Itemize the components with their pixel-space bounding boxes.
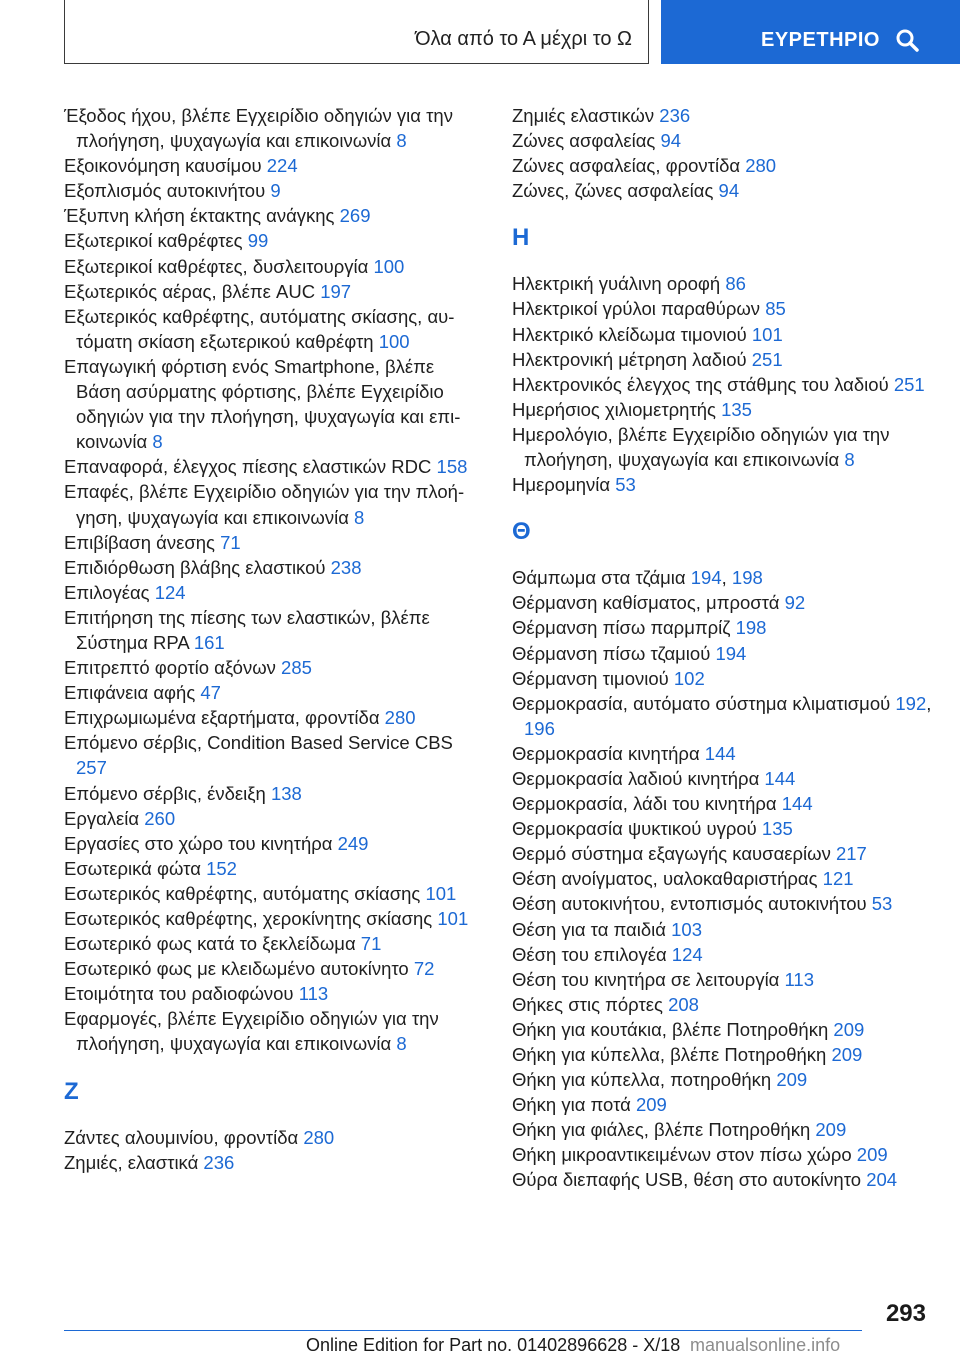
- index-entry: [512, 1042, 932, 1067]
- index-entry-text: Εξοικονόμηση καυσίμου: [64, 155, 267, 177]
- page-link[interactable]: 144: [704, 742, 736, 764]
- page-link[interactable]: 194: [715, 642, 747, 664]
- index-entry-text: Επιχρωμιωμένα εξαρτήματα, φροντίδα: [64, 707, 385, 729]
- index-entry-text: Θήκη για κουτάκια, βλέπε Ποτηροθήκη: [512, 1018, 834, 1040]
- index-entry: [512, 128, 932, 153]
- page-link[interactable]: 161: [193, 631, 225, 653]
- index-entry: [64, 705, 484, 730]
- page-link[interactable]: 100: [373, 255, 405, 277]
- index-entry-text: Θήκη για φιάλες, βλέπε Ποτηροθήκη: [512, 1119, 816, 1141]
- index-entry-text: Ηλεκτρονικός έλεγχος της στάθμης του λαδιού: [512, 373, 894, 395]
- page-link[interactable]: 198: [731, 567, 763, 589]
- index-entry-text: Εσωτερικό φως κατά το ξεκλείδωμα: [64, 933, 361, 955]
- index-entry: [64, 254, 484, 279]
- index-entry: [64, 806, 484, 831]
- page-link[interactable]: 53: [871, 893, 893, 915]
- index-entry-text: Θερμοκρασία κινητήρα: [512, 742, 705, 764]
- index-entry: [64, 1006, 484, 1056]
- page-link[interactable]: 99: [247, 230, 269, 252]
- index-entry: [64, 1150, 484, 1175]
- index-entry-text: Ζώνες ασφαλείας: [512, 130, 661, 152]
- index-entry-text: Ζημιές, ελαστικά: [64, 1151, 204, 1173]
- index-entry: [64, 981, 484, 1006]
- index-entry: [64, 454, 484, 479]
- page-link[interactable]: 224: [266, 155, 298, 177]
- page-link[interactable]: 285: [281, 657, 312, 679]
- index-entry-text: Εξοπλισμός αυτοκινήτου: [64, 180, 271, 202]
- index-entry: [512, 347, 932, 372]
- index-entry: [512, 590, 932, 615]
- page-link[interactable]: 124: [154, 581, 186, 603]
- index-entry: [64, 881, 484, 906]
- page-link[interactable]: 101: [425, 882, 457, 904]
- index-entry: [512, 841, 932, 866]
- index-entry-text: Εξωτερικοί καθρέφτες: [64, 230, 248, 252]
- index-entry-text: Θερμοκρασία, λάδι του κινητήρα: [512, 793, 782, 815]
- index-entry-text: Θερμοκρασία λαδιού κινητήρα: [512, 767, 765, 789]
- index-entry-text: Εφαρμογές, βλέπε Εγχειρίδιο οδηγιών για την πλοήγηση, ψυχαγωγία και επικοινωνία: [64, 1008, 439, 1055]
- index-entry-text: Ημερολόγιο, βλέπε Εγχειρίδιο οδηγιών για την πλοήγηση, ψυχαγωγία και επικοινωνία: [512, 423, 890, 471]
- index-entry-text: Ηλεκτρικοί γρύλοι παραθύρων: [512, 298, 766, 320]
- index-entry: [512, 372, 932, 397]
- index-entry-text: Θήκη για ποτά: [512, 1094, 636, 1116]
- page-link[interactable]: 101: [751, 323, 783, 345]
- page-link[interactable]: 144: [781, 793, 813, 815]
- index-entry: [512, 666, 932, 691]
- page-link[interactable]: 103: [671, 918, 702, 940]
- watermark: manualsonline.info: [690, 1335, 841, 1355]
- tab-a-to-z[interactable]: [64, 0, 649, 64]
- page-link[interactable]: 194: [690, 567, 722, 589]
- tab-a-to-z-label: Όλα από το Α μέχρι το Ω: [415, 28, 632, 50]
- index-entry-text: Θερμοκρασία, αυτόματο σύστημα κλιματισμού: [512, 692, 896, 714]
- index-entry-text: Επιδιόρθωση βλάβης ελαστικού: [64, 556, 331, 578]
- index-entry-text: Θήκη μικροαντικειμένων στον πίσω χώρο: [512, 1144, 857, 1166]
- index-entry-text: Επαγωγική φόρτιση ενός Smartphone, βλέπε Βάση ασύρματης φόρτισης, βλέπε Εγχειρίδιο οδηγιών για την πλοήγηση, ψυχαγωγία και επικοινωνία: [64, 355, 461, 453]
- index-entry-text: Ζάντες αλουμινίου, φροντίδα: [64, 1126, 304, 1148]
- page-link[interactable]: 209: [776, 1069, 808, 1091]
- index-entry-text: Επιβίβαση άνεσης: [64, 531, 221, 553]
- index-entry: [512, 322, 932, 347]
- index-entry-text: Εξωτερικοί καθρέφτες, δυσλειτουργία: [64, 255, 374, 277]
- search-icon[interactable]: [895, 28, 919, 52]
- index-entry-text: Ημερήσιος χιλιομετρητής: [512, 398, 722, 420]
- index-entry: Θερμοκρασία, αυτόματο σύστημα κλιματισμού 192, 196: [512, 692, 932, 739]
- page-link[interactable]: 72: [413, 958, 435, 980]
- index-entry-text: Ζώνες, ζώνες ασφαλείας: [512, 180, 719, 202]
- index-entry-text: Επιλογέας: [64, 581, 155, 603]
- index-entry: [64, 479, 484, 529]
- index-entry-text: Επιτήρηση της πίεσης των ελαστικών, βλέπε Σύστημα RPA: [64, 606, 430, 653]
- index-letter-heading: Θ: [512, 518, 531, 546]
- page-link[interactable]: 94: [660, 130, 682, 152]
- page-link[interactable]: 251: [751, 348, 783, 370]
- index-entry: [64, 354, 484, 454]
- page-link[interactable]: 85: [765, 298, 786, 320]
- index-entry: [512, 1142, 932, 1167]
- index-entry-text: Θέση ανοίγματος, υαλοκαθαριστήρας: [512, 868, 823, 890]
- index-entry-text: Επαφές, βλέπε Εγχειρίδιο οδηγιών για την πλοήγηση, ψυχαγωγία και επικοινωνία: [64, 481, 465, 528]
- page-link[interactable]: 121: [822, 868, 854, 890]
- page-link[interactable]: 102: [673, 667, 705, 689]
- index-entry: [64, 530, 484, 555]
- index-entry-text: Ηλεκτρικό κλείδωμα τιμονιού: [512, 323, 752, 345]
- page-link[interactable]: 152: [206, 857, 237, 879]
- index-entry: [512, 296, 932, 321]
- page-number: 293: [885, 1300, 926, 1327]
- index-entry-text: Θέρμανση πίσω παρμπρίζ: [512, 617, 736, 639]
- index-entry: [512, 741, 932, 766]
- tab-index[interactable]: [661, 0, 960, 64]
- index-entry: [512, 1067, 932, 1092]
- index-entry-text: Θάμπωμα στα τζάμια: [512, 567, 691, 589]
- index-entry-text: Θήκη για κύπελλα, βλέπε Ποτηροθήκη: [512, 1044, 832, 1065]
- index-entry: [512, 891, 932, 916]
- page-link[interactable]: 124: [671, 943, 703, 965]
- index-entry: [512, 178, 932, 203]
- index-entry: [64, 931, 484, 956]
- page-link[interactable]: 204: [866, 1169, 898, 1191]
- page-link[interactable]: 100: [378, 330, 410, 352]
- page-link[interactable]: 260: [144, 807, 176, 829]
- index-entry-text: Εργασίες στο χώρο του κινητήρα: [64, 832, 338, 854]
- index-entry: [512, 641, 932, 666]
- index-entry: [512, 766, 932, 791]
- index-entry-text: Εργαλεία: [64, 807, 145, 829]
- page-link[interactable]: 8: [152, 431, 163, 453]
- page-link[interactable]: 53: [615, 474, 636, 496]
- page-link[interactable]: 257: [76, 757, 107, 779]
- index-entry: [64, 956, 484, 981]
- page-link[interactable]: 209: [815, 1119, 847, 1141]
- index-column-left: [64, 103, 484, 1175]
- index-entry: [512, 271, 932, 296]
- index-entry-text: Έξυπνη κλήση έκτακτης ανάγκης: [64, 205, 340, 227]
- index-entry: [512, 866, 932, 891]
- index-entry: [512, 967, 932, 992]
- tab-index-label: ΕΥΡΕΤΗΡΙΟ: [761, 29, 880, 51]
- index-entry: [64, 178, 484, 203]
- index-entry-text: Ετοιμότητα του ραδιοφώνου: [64, 983, 299, 1005]
- index-entry-text: Επόμενο σέρβις, ένδειξη: [64, 782, 271, 804]
- index-entry: [64, 103, 484, 153]
- index-entry: [64, 605, 484, 655]
- page-link[interactable]: 196: [524, 717, 555, 739]
- page-link[interactable]: 236: [203, 1151, 235, 1173]
- index-entry: [512, 1017, 932, 1042]
- index-entry: [512, 816, 932, 841]
- index-entry-text: Επαναφορά, έλεγχος πίεσης ελαστικών RDC: [64, 456, 437, 478]
- page-link[interactable]: 280: [745, 155, 777, 177]
- page-link[interactable]: 94: [718, 180, 740, 202]
- index-entry-text: Επόμενο σέρβις, Condition Based Service CBS: [64, 732, 453, 754]
- index-entry: [64, 555, 484, 580]
- page-link[interactable]: 198: [735, 617, 767, 639]
- page-link[interactable]: 113: [784, 968, 815, 990]
- page-link[interactable]: 251: [893, 373, 925, 395]
- index-entry: [512, 942, 932, 967]
- index-entry: [64, 655, 484, 680]
- index-entry: [512, 791, 932, 816]
- index-entry-text: Ηλεκτρονική μέτρηση λαδιού: [512, 348, 752, 370]
- index-entry: [64, 856, 484, 881]
- page-link[interactable]: 8: [396, 130, 407, 152]
- index-entry: [64, 304, 484, 354]
- index-entry: [512, 472, 932, 497]
- page-link[interactable]: 144: [764, 767, 796, 789]
- index-column-right: [512, 103, 932, 1193]
- page-link[interactable]: 8: [396, 1033, 407, 1055]
- index-entry: [64, 203, 484, 228]
- page-link[interactable]: 135: [761, 818, 793, 840]
- index-entry-text: Θέση αυτοκινήτου, εντοπισμός αυτοκινήτου: [512, 893, 872, 915]
- page-link[interactable]: 92: [784, 592, 806, 614]
- index-entry-text: Θέρμανση τιμονιού: [512, 667, 674, 689]
- page-link[interactable]: 158: [436, 456, 468, 478]
- index-entry-text: Θέρμανση καθίσματος, μπροστά: [512, 592, 785, 614]
- index-entry-text: Θέση του κινητήρα σε λειτουργία: [512, 968, 785, 990]
- index-entry: [64, 279, 484, 304]
- index-entry: [512, 615, 932, 640]
- index-entry: [64, 831, 484, 856]
- index-entry: [64, 680, 484, 705]
- edition-note: Online Edition for Part no. 01402896628 - X/18: [306, 1335, 681, 1355]
- index-entry-text: Εξωτερικός καθρέφτης, αυτόματης σκίασης, αυτόματη σκίαση εξωτερικού καθρέφτη: [64, 305, 455, 352]
- footer-divider: [64, 1330, 862, 1331]
- index-entry-text: Θέση του επιλογέα: [512, 943, 672, 965]
- page-link[interactable]: 138: [270, 782, 302, 804]
- page-link[interactable]: 280: [384, 707, 416, 729]
- page-link[interactable]: 209: [833, 1018, 865, 1040]
- index-entry-text: Επιφάνεια αφής: [64, 682, 201, 704]
- index-entry-text: Εσωτερικός καθρέφτης, αυτόματης σκίασης: [64, 882, 426, 904]
- page-link[interactable]: 208: [668, 993, 699, 1015]
- index-entry: Θάμπωμα στα τζάμια 194, 198: [512, 567, 763, 589]
- page-link[interactable]: 209: [831, 1044, 863, 1065]
- page-link[interactable]: 86: [725, 273, 746, 295]
- index-entry: [512, 1167, 932, 1192]
- page-link[interactable]: 217: [835, 843, 867, 865]
- page-link[interactable]: 101: [437, 908, 469, 929]
- index-entry-text: Ζημιές ελαστικών: [512, 105, 660, 126]
- page-link[interactable]: 238: [330, 556, 362, 578]
- index-entry-text: Εξωτερικός αέρας, βλέπε AUC: [64, 280, 321, 302]
- page-link[interactable]: 71: [360, 933, 382, 955]
- index-entry-text: Θήκες στις πόρτες: [512, 993, 669, 1015]
- index-entry: [64, 228, 484, 253]
- page-link[interactable]: 135: [721, 398, 752, 420]
- index-entry-text: Θερμό σύστημα εξαγωγής καυσαερίων: [512, 843, 836, 865]
- page-link[interactable]: 236: [659, 105, 691, 126]
- page-link[interactable]: 71: [220, 531, 241, 553]
- index-entry: [64, 580, 484, 605]
- page-link[interactable]: 8: [844, 449, 855, 471]
- index-entry: [512, 917, 932, 942]
- index-entry: [64, 781, 484, 806]
- page-link[interactable]: 209: [856, 1144, 888, 1166]
- page-link[interactable]: 249: [337, 832, 369, 854]
- index-entry: [64, 153, 484, 178]
- index-entry-text: Θύρα διεπαφής USB, θέση στο αυτοκίνητο: [512, 1169, 867, 1191]
- page-link[interactable]: 8: [354, 506, 365, 528]
- index-entry-text: Ημερομηνία: [512, 474, 616, 496]
- index-entry-text: Θήκη για κύπελλα, ποτηροθήκη: [512, 1069, 777, 1091]
- index-entry-text: Ηλεκτρική γυάλινη οροφή: [512, 273, 726, 295]
- index-entry: [512, 422, 932, 472]
- index-entry-text: Θερμοκρασία ψυκτικού υγρού: [512, 818, 762, 840]
- page-link[interactable]: 197: [320, 280, 352, 302]
- page-link[interactable]: 9: [270, 180, 281, 202]
- page-link[interactable]: 47: [200, 682, 221, 704]
- index-letter-heading: Η: [512, 224, 530, 252]
- index-entry-text: Θέρμανση πίσω τζαμιού: [512, 642, 716, 664]
- index-entry: [512, 153, 932, 178]
- page-link[interactable]: 192: [895, 692, 927, 714]
- index-entry-text: Εσωτερικός καθρέφτης, χεροκίνητης σκίασης: [64, 908, 438, 929]
- page-link[interactable]: 209: [635, 1094, 667, 1116]
- index-entry-text: Εσωτερικά φώτα: [64, 857, 207, 879]
- page-link[interactable]: 269: [339, 205, 371, 227]
- index-entry: [512, 1117, 932, 1142]
- index-entry-text: Έξοδος ήχου, βλέπε Εγχειρίδιο οδηγιών για την πλοήγηση, ψυχαγωγία και επικοινωνία: [64, 105, 453, 152]
- index-entry: [512, 992, 932, 1017]
- index-entry: [64, 906, 484, 931]
- page-link[interactable]: 113: [298, 983, 329, 1005]
- index-letter-heading: Ζ: [64, 1077, 79, 1105]
- index-entry-text: Εσωτερικό φως με κλειδωμένο αυτοκίνητο: [64, 958, 414, 980]
- index-entry-text: Θέση για τα παιδιά: [512, 918, 672, 940]
- index-entry: [64, 730, 484, 780]
- page-link[interactable]: 280: [303, 1126, 335, 1148]
- index-entry: [512, 103, 932, 128]
- index-entry: [512, 1092, 932, 1117]
- index-entry: [512, 397, 932, 422]
- index-entry-text: Ζώνες ασφαλείας, φροντίδα: [512, 155, 746, 177]
- index-entry-text: Επιτρεπτό φορτίο αξόνων: [64, 657, 282, 679]
- index-entry: [64, 1125, 484, 1150]
